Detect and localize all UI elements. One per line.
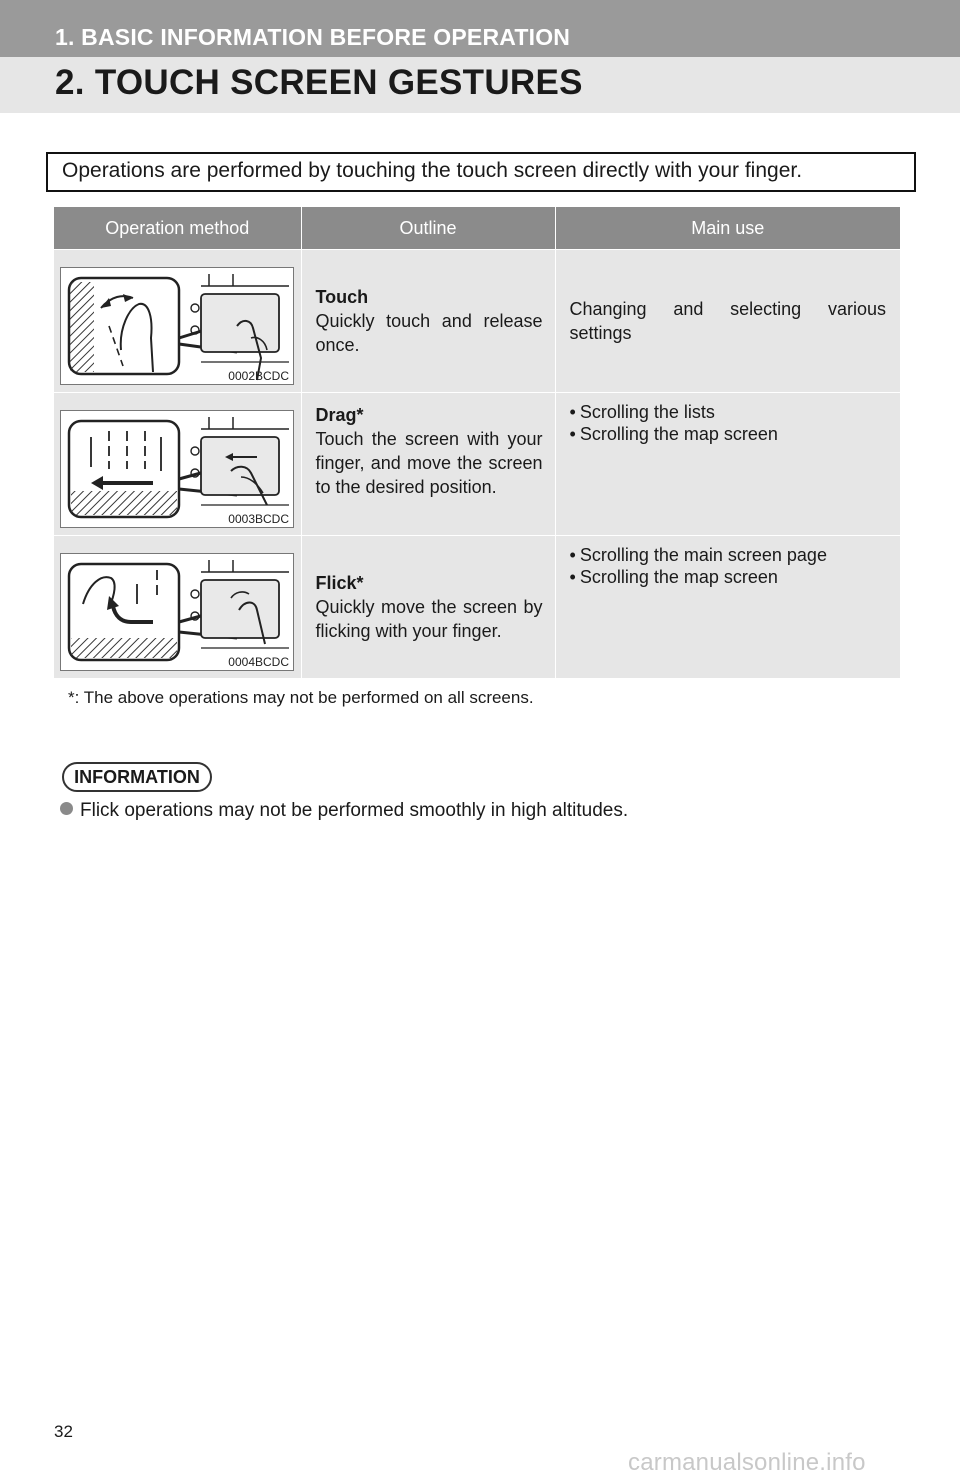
table-header-row: [54, 207, 900, 250]
information-badge: INFORMATION: [62, 762, 212, 792]
outline-cell: [301, 536, 555, 679]
bullet-icon: [60, 802, 73, 815]
main-use-list: [570, 544, 887, 588]
operation-name: Touch: [315, 287, 369, 307]
page-title: 2. TOUCH SCREEN GESTURES: [55, 63, 583, 102]
information-item: [60, 800, 628, 822]
column-header-outline: Outline: [301, 207, 555, 250]
list-item: • Scrolling the lists: [570, 401, 887, 423]
operation-method-cell: [54, 536, 301, 679]
image-code: 0002BCDC: [228, 369, 289, 383]
page-title-band: [0, 57, 960, 113]
operation-description: Touch the screen with your finger, and move the screen to the desired position.: [315, 429, 543, 497]
gesture-table: [54, 207, 900, 678]
image-code: 0004BCDC: [228, 655, 289, 669]
section-header-band: [0, 0, 960, 57]
page-number: 32: [54, 1422, 73, 1441]
operation-name: Flick*: [315, 573, 364, 593]
flick-gesture-illustration: [60, 553, 294, 671]
main-use-cell: [555, 536, 900, 679]
information-text: Flick operations may not be performed smoothly in high altitudes.: [80, 800, 629, 821]
operation-name: Drag*: [315, 405, 364, 425]
table-row: [54, 536, 900, 679]
outline-cell: [301, 393, 555, 536]
main-use-list: [570, 401, 887, 445]
footnote: *: The above operations may not be performed on all screens.: [68, 688, 534, 707]
drag-gesture-illustration: [60, 410, 294, 528]
list-item: • Scrolling the map screen: [570, 566, 887, 588]
section-title: 1. BASIC INFORMATION BEFORE OPERATION: [55, 24, 571, 50]
touch-gesture-illustration: [60, 267, 294, 385]
watermark: carmanualsonline.info: [628, 1449, 866, 1476]
table-row: [54, 250, 900, 393]
intro-box: Operations are performed by touching the touch screen directly with your finger.: [46, 152, 916, 192]
table-row: [54, 393, 900, 536]
list-item: • Scrolling the main screen page: [570, 544, 887, 566]
column-header-operation-method: Operation method: [54, 207, 301, 250]
column-header-main-use: Main use: [555, 207, 900, 250]
operation-method-cell: [54, 250, 301, 393]
main-use-cell: [555, 250, 900, 393]
list-item: • Scrolling the map screen: [570, 423, 887, 445]
image-code: 0003BCDC: [228, 512, 289, 526]
main-use-cell: [555, 393, 900, 536]
operation-method-cell: [54, 393, 301, 536]
operation-description: Quickly touch and release once.: [315, 311, 543, 355]
main-use-text: Changing and selecting various settings: [569, 299, 886, 343]
outline-cell: [301, 250, 555, 393]
operation-description: Quickly move the screen by flicking with your finger.: [315, 597, 543, 641]
